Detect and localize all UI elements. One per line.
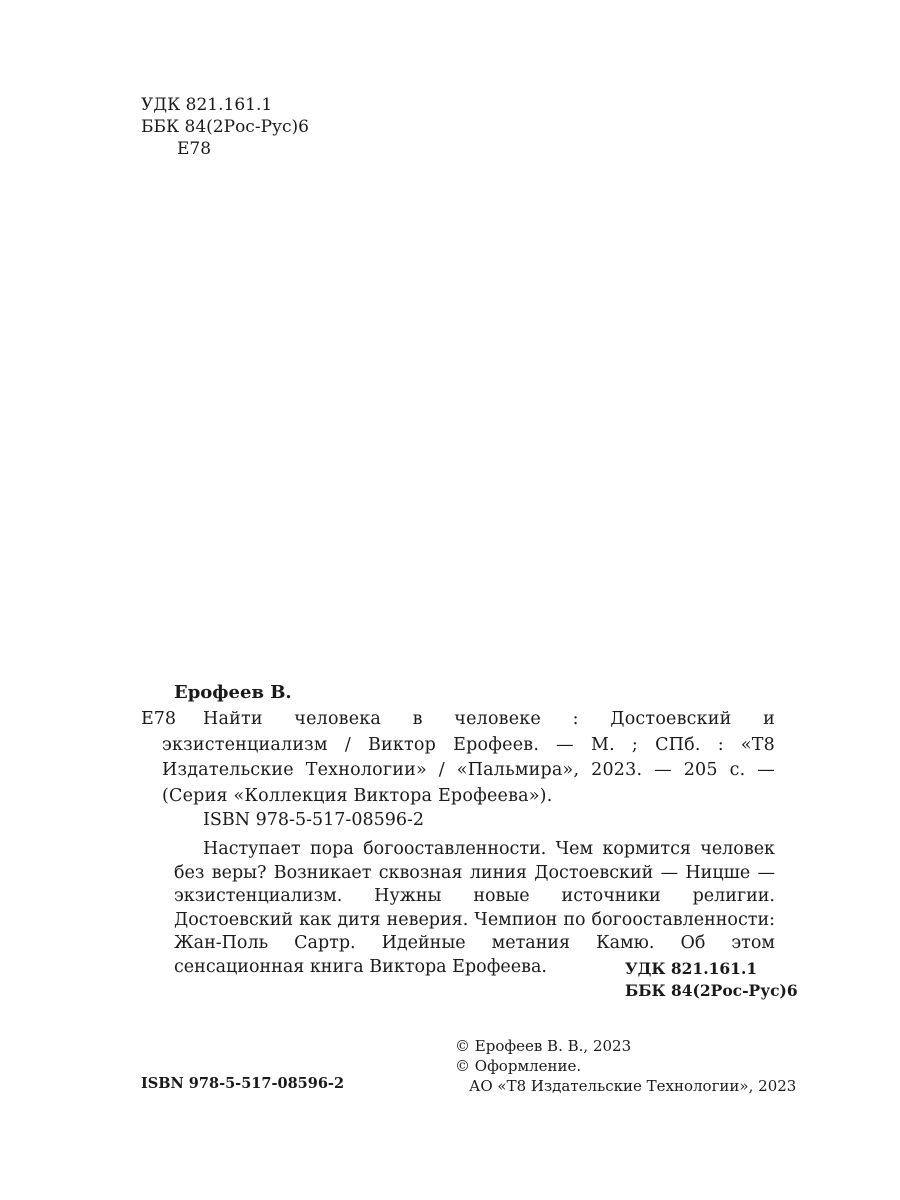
entry-isbn: ISBN 978-5-517-08596-2 bbox=[203, 810, 425, 830]
bibliographic-entry bbox=[141, 707, 775, 809]
copyright-design: © Оформление. bbox=[455, 1057, 582, 1075]
annotation-text: Наступает пора богооставленности. Чем кормится человек без веры? Возникает сквозная линия Достоевский — Ницше — экзистенциализм. Нужны новые источники религии. Достоевский как дитя неверия. Чемпион по богооставленности: Жан-Поль Сартр. Идейные метания Камю. Об этом сенсационная книга Виктора Ерофеева. bbox=[174, 839, 775, 977]
entry-author: Ерофеев В. bbox=[174, 682, 292, 703]
bottom-classification-codes bbox=[625, 958, 798, 1002]
bbk-code: ББК 84(2Рос-Рус)6 bbox=[141, 117, 309, 137]
isbn-bottom: ISBN 978-5-517-08596-2 bbox=[141, 1075, 345, 1092]
top-classification-codes bbox=[141, 94, 309, 160]
copyright-block bbox=[455, 1036, 796, 1096]
author-mark: Е78 bbox=[177, 139, 212, 159]
copyright-author: © Ерофеев В. В., 2023 bbox=[455, 1037, 632, 1055]
entry-author-mark: Е78 bbox=[141, 709, 177, 729]
bottom-udk-code: УДК 821.161.1 bbox=[625, 959, 758, 978]
copyright-publisher: АО «Т8 Издательские Технологии», 2023 bbox=[469, 1077, 797, 1095]
udk-code: УДК 821.161.1 bbox=[141, 95, 273, 115]
entry-description: Найти человека в человеке : Достоевский и экзистенциализм / Виктор Ерофеев. — М. ; СПб. : «Т8 Издательские Технологии» / «Пальмира», 2023. — 205 с. — (Серия «Коллекция Виктора Ерофеева»). bbox=[162, 709, 775, 806]
bottom-bbk-code: ББК 84(2Рос-Рус)6 bbox=[625, 981, 798, 1000]
